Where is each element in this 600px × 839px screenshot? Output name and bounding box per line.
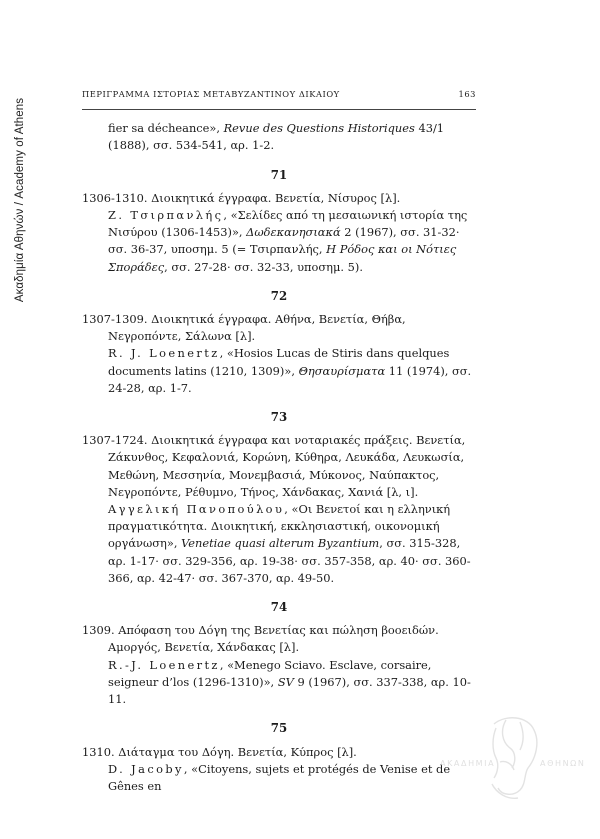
entry-reference: R. J. Loenertz, «Hosios Lucas de Stiris dans quelques documents latins (1210, 1309)», Θησαυρίσματα 11 (1974), σσ. 24-28, αρ. 1-7. [108,346,472,395]
running-head-title: ΠΕΡΙΓΡΑΜΜΑ ΙΣΤΟΡΙΑΣ ΜΕΤΑΒΥΖΑΝΤΙΝΟΥ ΔΙΚΑΙΟΥ [82,89,340,99]
entry-author: D. Jacoby [108,761,184,776]
entry-author: Ζ. Τσιρπανλής [108,208,224,223]
entry-heading: 1309. Απόφαση του Δόγη της Βενετίας και πώληση βοοειδών. Αμοργός, Βενετία, Χάνδακας [λ]. [82,623,439,655]
header-rule [82,109,476,110]
entry-author: Αγγελική Πανοπούλου [108,502,285,517]
entry-heading: 1310. Διάταγμα του Δόγη. Βενετία, Κύπρος [λ]. [82,744,357,759]
entry-73 [82,409,476,587]
entry-reference: R.-J. Loenertz, «Menego Sciavo. Esclave, corsaire, seigneur d’los (1296-1310)», SV 9 (1967), σσ. 337-338, αρ. 10-11. [108,657,471,707]
entry-author: R.-J. Loenertz [108,657,220,672]
entry-number: 75 [270,721,288,736]
entry-number: 71 [270,167,288,182]
entry-heading: 1307-1309. Διοικητικά έγγραφα. Αθήνα, Βενετία, Θήβα, Νεγροπόντε, Σάλωνα [λ]. [82,312,406,344]
page [82,86,476,795]
side-label-text: Ακαδημία Αθηνών / Academy of Athens [14,97,27,303]
side-label [9,70,31,330]
entry-72 [82,288,476,397]
entry-71 [82,167,476,276]
watermark-text-right: ΑΘΗΝΩΝ [540,759,586,768]
entry-heading: 1306-1310. Διοικητικά έγγραφα. Βενετία, Νίσυρος [λ]. [82,190,401,205]
watermark-text-left: ΑΚΑΔΗΜΙΑ [440,759,496,768]
entry-reference: D. Jacoby, «Citoyens, sujets et protégés de Venise et de Gênes en [108,761,451,793]
running-head [82,86,476,109]
entry-reference: Αγγελική Πανοπούλου, «Οι Βενετοί και η ελληνική πραγματικότητα. Διοικητική, εκκλησιαστική, οικονομική οργάνωση», Venetiae quasi alterum Byzantium, σσ. 315-328, αρ. 1-17· σσ. 329-356, αρ. 19-38· σσ. 357-358, αρ. 40· σσ. 360-366, αρ. 42-47· σσ. 367-370, αρ. 49-50. [108,502,471,585]
entry-number: 74 [270,600,288,615]
entry-reference: Ζ. Τσιρπανλής, «Σελίδες από τη μεσαιωνική ιστορία της Νισύρου (1306-1453)», Δωδεκανησιακά 2 (1967), σσ. 31-32· σσ. 36-37, υποσημ. 5 (= Τσιρπανλής, Η Ρόδος και οι Νότιες Σποράδες, σσ. 27-28· σσ. 32-33, υποσημ. 5). [108,208,468,274]
academy-watermark-logo [436,712,586,807]
entry-number: 72 [270,288,288,303]
entry-74 [82,599,476,708]
page-number: 163 [458,89,476,99]
continuation-text: fier sa décheance», Revue des Questions Historiques 43/1 (1888), σσ. 534-541, αρ. 1-2. [108,121,445,153]
entry-75 [82,720,476,795]
entry-number: 73 [270,410,288,425]
entry-author: R. J. Loenertz [108,346,220,361]
entry-heading: 1307-1724. Διοικητικά έγγραφα και νοταριακές πράξεις. Βενετία, Ζάκυνθος, Κεφαλονιά, Κορώνη, Κύθηρα, Λευκάδα, Λευκωσία, Μεθώνη, Μεσσηνία, Μονεμβασιά, Μύκονος, Ναύπακτος, Νεγροπόντε, Ρέθυμνο, Τήνος, Χάνδακας, Χανιά [λ, ι]. [82,433,466,499]
